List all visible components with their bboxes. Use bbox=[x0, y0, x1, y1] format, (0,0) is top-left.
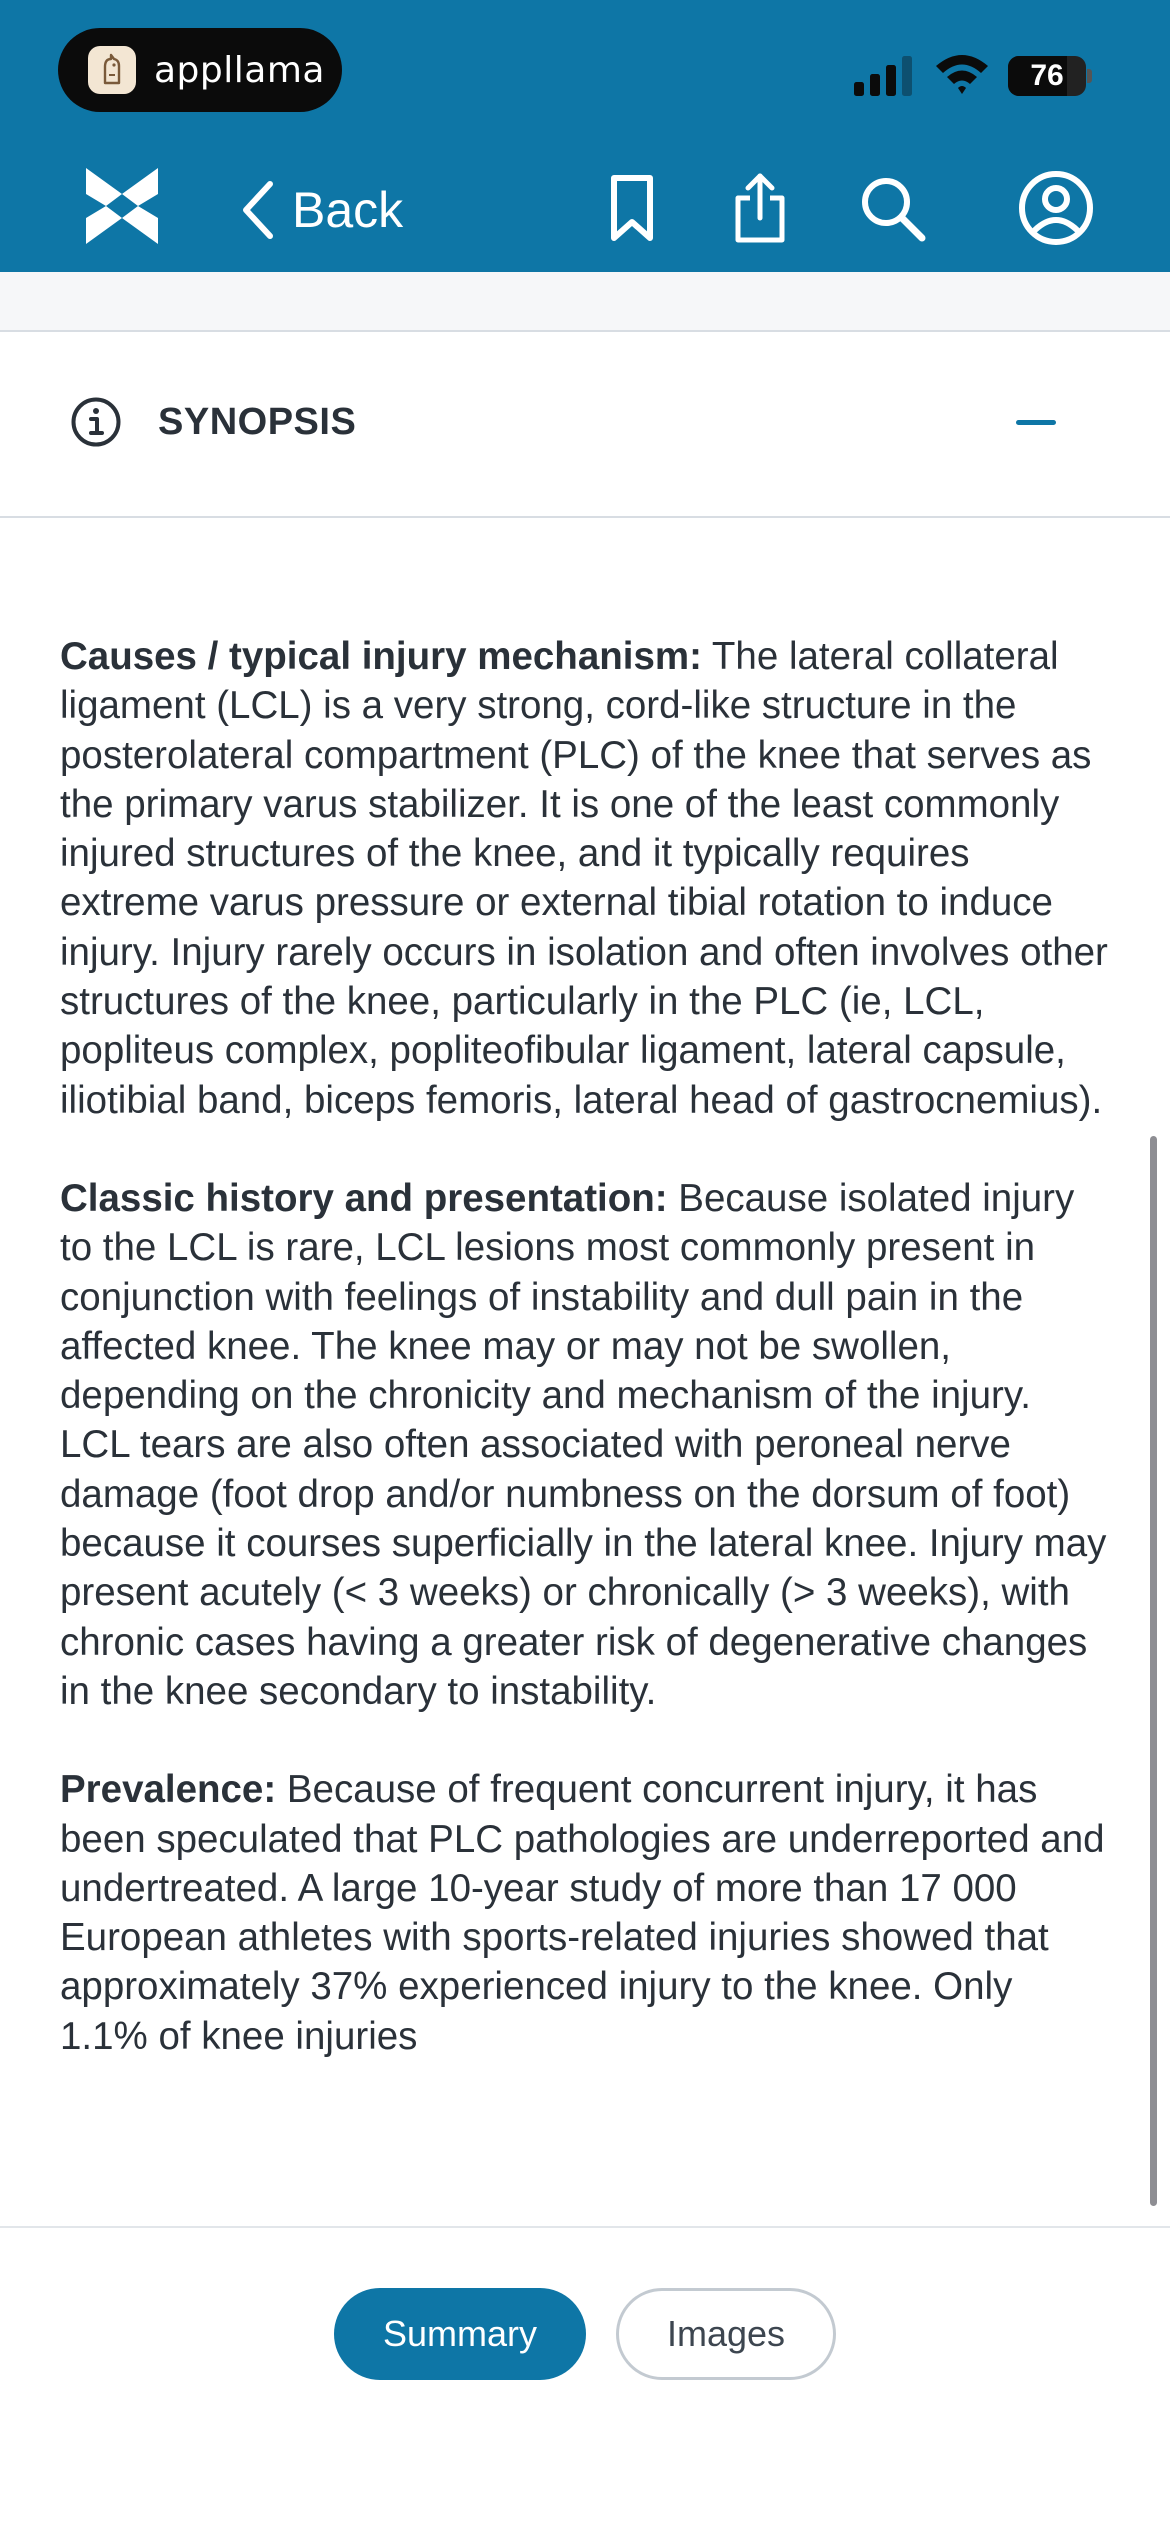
paragraph-prevalence bbox=[60, 1765, 1110, 2061]
section-divider-band bbox=[0, 272, 1170, 332]
bookmark-icon[interactable] bbox=[596, 172, 668, 244]
images-tab-button[interactable]: Images bbox=[616, 2288, 836, 2380]
section-title: SYNOPSIS bbox=[158, 401, 357, 443]
battery-icon bbox=[1008, 56, 1086, 96]
paragraph-text: Because of frequent concurrent injury, it has been speculated that PLC pathologies are underreported and undertreated. A large 10-year study of more than 17 000 European athletes with sports-related injuries showed that approximately 37% experienced injury to the knee. Only 1.1% of knee injuries bbox=[60, 1768, 1105, 2058]
top-app-bar bbox=[0, 0, 1170, 272]
wifi-icon bbox=[932, 50, 992, 96]
info-icon bbox=[70, 396, 122, 448]
chevron-left-icon bbox=[238, 180, 278, 240]
back-button[interactable] bbox=[238, 170, 403, 250]
bottom-tab-bar bbox=[0, 2226, 1170, 2532]
paragraph-text: Because isolated injury to the LCL is rare, LCL lesions most commonly present in conjunction with feelings of instability and dull pain in the affected knee. The knee may or may not be swollen, depending on the chronicity and mechanism of the injury. LCL tears are also often associated with peroneal nerve damage (foot drop and/or numbness on the dorsum of foot) because it courses superficially in the lateral knee. Injury may present acutely (< 3 weeks) or chronically (> 3 weeks), with chronic cases having a greater risk of degenerative changes in the knee secondary to instability. bbox=[60, 1176, 1107, 1713]
paragraph-heading: Prevalence: bbox=[60, 1768, 277, 1812]
back-label: Back bbox=[292, 182, 404, 238]
summary-tab-button[interactable]: Summary bbox=[334, 2288, 586, 2380]
paragraph-text: The lateral collateral ligament (LCL) is a very strong, cord-like structure in the posterolateral compartment (PLC) of the knee that serves as the primary varus stabilizer. It is one of the least commonly injured structures of the knee, and it typically requires extreme varus pressure or external tibial rotation to induce injury. Injury rarely occurs in isolation and often involves other structures of the knee, particularly in the PLC (ie, LCL, popliteus complex, popliteofibular ligament, lateral capsule, iliotibial band, biceps femoris, lateral head of gastrocnemius). bbox=[60, 635, 1108, 1122]
paragraph-history bbox=[60, 1174, 1110, 1716]
synopsis-content[interactable] bbox=[60, 632, 1110, 2224]
app-name: appllama bbox=[154, 49, 325, 91]
app-indicator-pill[interactable] bbox=[58, 28, 342, 112]
scrollbar[interactable] bbox=[1150, 1136, 1157, 2206]
paragraph-heading: Classic history and presentation: bbox=[60, 1176, 668, 1220]
share-icon[interactable] bbox=[724, 172, 796, 244]
navigation-bar bbox=[0, 150, 1170, 272]
battery-indicator bbox=[1008, 56, 1092, 96]
status-bar bbox=[0, 0, 1170, 140]
battery-percent: 76 bbox=[1030, 59, 1064, 92]
collapse-button[interactable] bbox=[1016, 402, 1060, 442]
account-icon[interactable] bbox=[1018, 170, 1094, 246]
llama-icon bbox=[88, 46, 136, 94]
minus-icon bbox=[1016, 420, 1056, 425]
app-logo-icon[interactable] bbox=[86, 164, 158, 248]
paragraph-causes bbox=[60, 632, 1110, 1125]
synopsis-header[interactable] bbox=[0, 334, 1170, 518]
cellular-signal-icon bbox=[854, 54, 914, 96]
battery-nub bbox=[1087, 69, 1092, 83]
search-icon[interactable] bbox=[856, 172, 928, 244]
paragraph-heading: Causes / typical injury mechanism: bbox=[60, 635, 702, 678]
